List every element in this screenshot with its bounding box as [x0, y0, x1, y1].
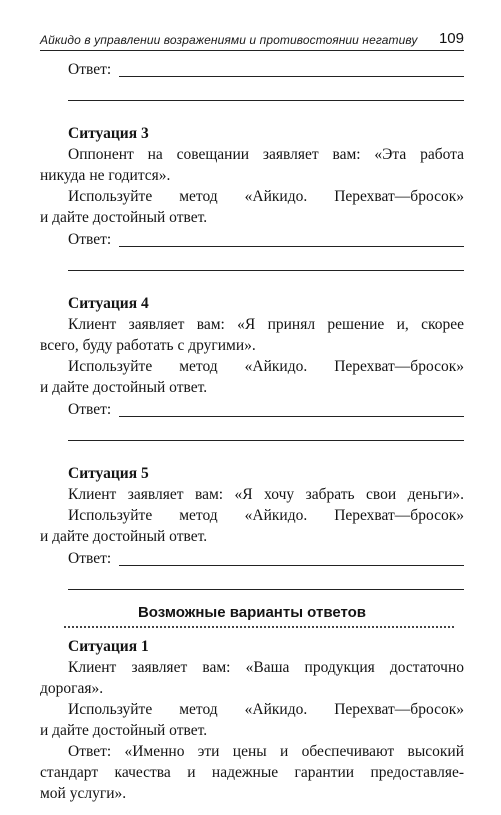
situation-5-instruction: и дайте достойный ответ.	[40, 528, 208, 545]
situation-3-heading: Ситуация 3	[68, 125, 149, 142]
answer-blank-line	[119, 416, 464, 417]
answer-label: Ответ:	[68, 550, 112, 567]
running-header-title: Айкидо в управлении возражениями и противостоянии негативу	[40, 33, 418, 47]
situation-4-instruction: и дайте достойный ответ.	[40, 379, 208, 396]
situation-4-instruction: Используйте метод «Айкидо. Перехват—бросок»	[68, 358, 464, 375]
section-heading: Возможные варианты ответов	[137, 604, 367, 621]
answer-blank-line	[119, 246, 464, 247]
situation-3-instruction: Используйте метод «Айкидо. Перехват—бросок»	[68, 188, 464, 205]
answer-situation-1-response: стандарт качества и надежные гарантии предоставляе-	[40, 764, 464, 781]
answer-label: Ответ:	[68, 231, 112, 248]
situation-4-text: всего, буду работать с другими».	[40, 337, 256, 354]
answer-blank-line	[68, 420, 464, 441]
situation-5-heading: Ситуация 5	[68, 465, 149, 482]
answer-label: Ответ:	[68, 401, 112, 418]
answer-label: Ответ:	[68, 61, 112, 78]
answer-row	[40, 58, 464, 80]
answer-blank-line	[68, 250, 464, 271]
answer-situation-1-instruction: Используйте метод «Айкидо. Перехват—бросок»	[68, 701, 464, 718]
answer-situation-1-text: Клиент заявляет вам: «Ваша продукция достаточно	[68, 659, 464, 676]
situation-4-text: Клиент заявляет вам: «Я принял решение и, скорее	[68, 316, 464, 333]
answer-situation-1-response: мой услуги».	[40, 785, 127, 802]
answer-blank-line	[68, 80, 464, 101]
answer-row	[40, 547, 464, 569]
running-header	[40, 30, 464, 51]
situation-3-text: Оппонент на совещании заявляет вам: «Эта работа	[68, 146, 464, 163]
answer-blank-line	[119, 565, 464, 566]
page-number: 109	[438, 30, 464, 47]
answer-blank-line	[68, 569, 464, 590]
situation-3-instruction: и дайте достойный ответ.	[40, 209, 208, 226]
answer-situation-1-response: Ответ: «Именно эти цены и обеспечивают высокий	[68, 743, 464, 760]
situation-5-instruction: Используйте метод «Айкидо. Перехват—бросок»	[68, 507, 464, 524]
answer-situation-1-instruction: и дайте достойный ответ.	[40, 722, 208, 739]
answer-situation-1-heading: Ситуация 1	[68, 638, 149, 655]
situation-3-text: никуда не годится».	[40, 167, 171, 184]
answer-row	[40, 398, 464, 420]
answer-row	[40, 228, 464, 250]
answer-blank-line	[119, 76, 464, 77]
page-content	[40, 58, 464, 804]
situation-4-heading: Ситуация 4	[68, 295, 149, 312]
situation-5-text: Клиент заявляет вам: «Я хочу забрать свои деньги».	[68, 486, 464, 503]
answer-situation-1-text: дорогая».	[40, 680, 104, 697]
